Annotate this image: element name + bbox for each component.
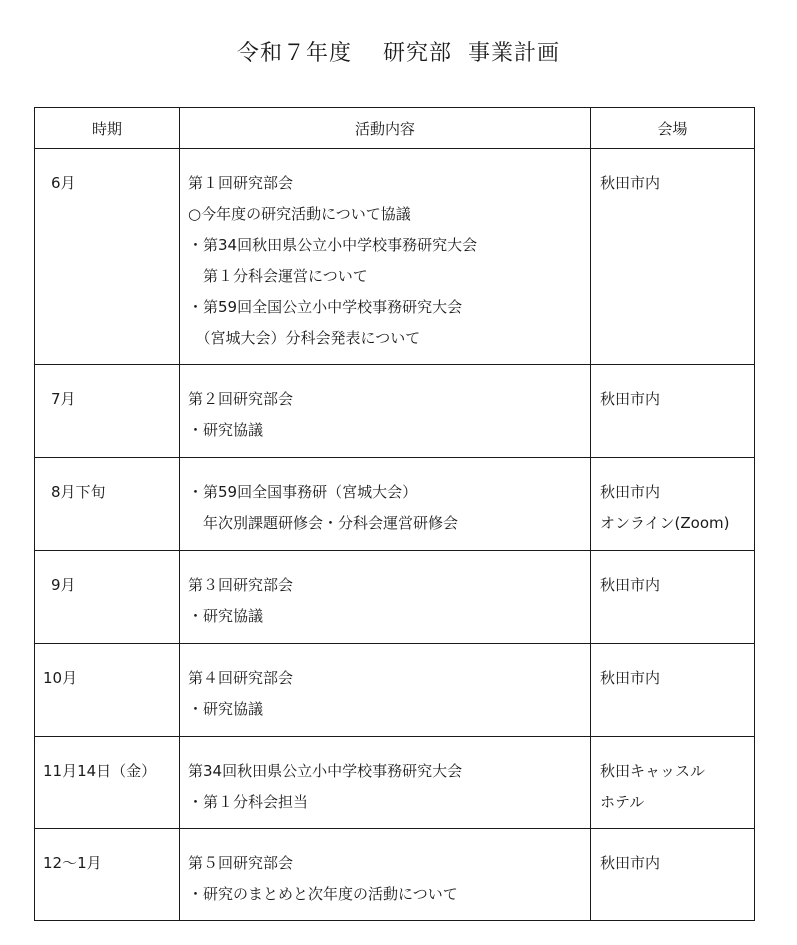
page-title: 令和７年度 研究部 事業計画 bbox=[237, 41, 560, 66]
content-cell bbox=[180, 737, 591, 829]
content-line: 第１回研究部会 bbox=[188, 174, 294, 192]
content-cell bbox=[180, 365, 591, 458]
venue-text: 秋田市内 bbox=[600, 669, 661, 687]
content-line: 第34回秋田県公立小中学校事務研究大会 bbox=[188, 762, 463, 780]
content-line: ・第59回全国公立小中学校事務研究大会 bbox=[188, 298, 463, 316]
period-text: 10月 bbox=[43, 669, 78, 687]
content-line: 第２回研究部会 bbox=[188, 390, 294, 408]
venue-text: 秋田キャッスル bbox=[600, 762, 706, 780]
venue-cell bbox=[591, 149, 755, 365]
content-cell bbox=[180, 644, 591, 737]
period-text: 9月 bbox=[51, 576, 76, 594]
period-cell bbox=[35, 458, 180, 551]
period-text: 11月14日（金） bbox=[43, 762, 157, 780]
period-text: 12～1月 bbox=[43, 854, 102, 872]
venue-text: 秋田市内 bbox=[600, 174, 661, 192]
table-row bbox=[35, 737, 755, 829]
content-line: ・第34回秋田県公立小中学校事務研究大会 bbox=[188, 236, 478, 254]
table-row bbox=[35, 644, 755, 737]
schedule-table bbox=[34, 107, 755, 921]
period-cell bbox=[35, 149, 180, 365]
content-line: 第５回研究部会 bbox=[188, 854, 294, 872]
content-line: 年次別課題研修会・分科会運営研修会 bbox=[188, 514, 459, 532]
period-cell bbox=[35, 829, 180, 921]
venue-text: 秋田市内 bbox=[600, 576, 661, 594]
header-venue: 会場 bbox=[591, 108, 755, 149]
venue-text: ホテル bbox=[600, 793, 645, 811]
content-line: ・研究協議 bbox=[188, 607, 264, 625]
content-line: （宮城大会）分科会発表について bbox=[188, 329, 421, 347]
period-text: 7月 bbox=[51, 390, 76, 408]
content-line: ・第59回全国事務研（宮城大会） bbox=[188, 483, 418, 501]
period-cell bbox=[35, 365, 180, 458]
venue-text: オンライン(Zoom) bbox=[600, 514, 730, 532]
content-line: 第１分科会運営について bbox=[188, 267, 368, 285]
venue-cell bbox=[591, 551, 755, 644]
header-content: 活動内容 bbox=[180, 108, 591, 149]
content-line: ・研究協議 bbox=[188, 421, 264, 439]
table-row bbox=[35, 149, 755, 365]
period-cell bbox=[35, 644, 180, 737]
content-line: ・第１分科会担当 bbox=[188, 793, 309, 811]
venue-text: 秋田市内 bbox=[600, 483, 661, 501]
header-period: 時期 bbox=[35, 108, 180, 149]
content-cell bbox=[180, 458, 591, 551]
content-cell bbox=[180, 551, 591, 644]
venue-cell bbox=[591, 737, 755, 829]
table-row bbox=[35, 551, 755, 644]
content-line: 第４回研究部会 bbox=[188, 669, 294, 687]
content-line: ・研究のまとめと次年度の活動について bbox=[188, 885, 458, 903]
content-line: 第３回研究部会 bbox=[188, 576, 294, 594]
venue-cell bbox=[591, 644, 755, 737]
table-row bbox=[35, 458, 755, 551]
period-text: 6月 bbox=[51, 174, 76, 192]
period-text: 8月下旬 bbox=[51, 483, 106, 501]
venue-text: 秋田市内 bbox=[600, 390, 661, 408]
venue-text: 秋田市内 bbox=[600, 854, 661, 872]
content-cell bbox=[180, 829, 591, 921]
venue-cell bbox=[591, 458, 755, 551]
venue-cell bbox=[591, 829, 755, 921]
content-cell bbox=[180, 149, 591, 365]
table-header-row bbox=[35, 108, 755, 149]
table-row bbox=[35, 365, 755, 458]
content-line: ○今年度の研究活動について協議 bbox=[188, 205, 411, 223]
period-cell bbox=[35, 551, 180, 644]
period-cell bbox=[35, 737, 180, 829]
content-line: ・研究協議 bbox=[188, 700, 264, 718]
table-row bbox=[35, 829, 755, 921]
venue-cell bbox=[591, 365, 755, 458]
